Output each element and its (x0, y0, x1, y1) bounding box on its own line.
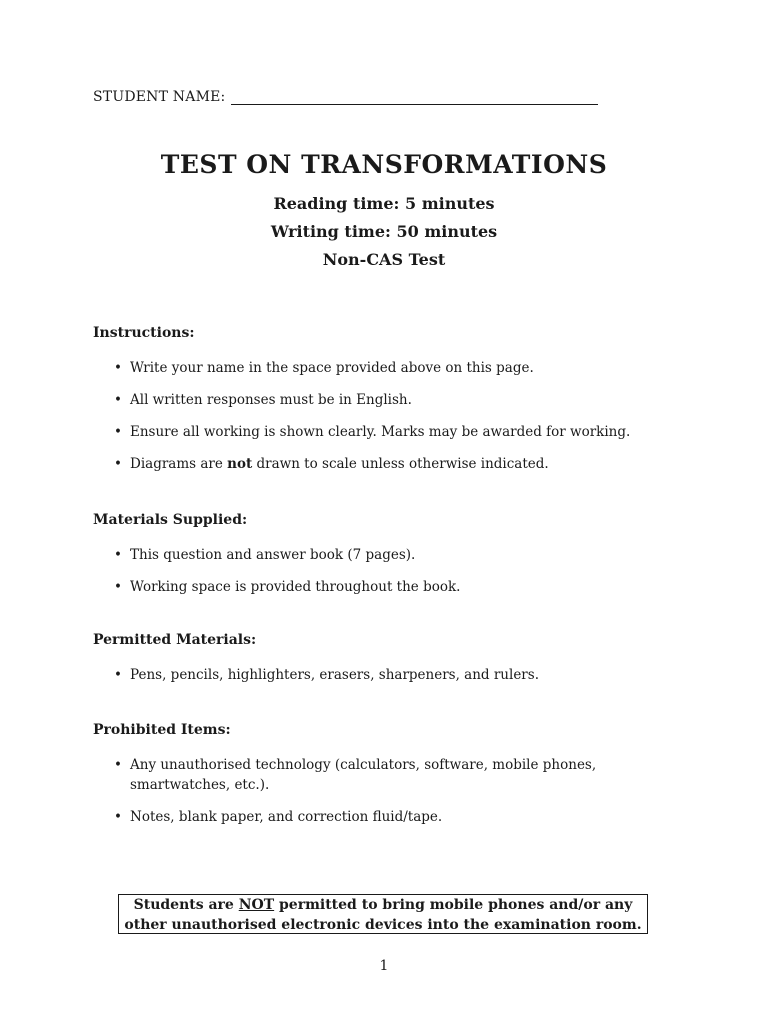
instructions-heading: Instructions: (93, 325, 195, 341)
instructions-section (93, 325, 693, 474)
bullet-icon: • (114, 579, 122, 595)
materials-supplied-section (93, 512, 693, 597)
list-item: • Ensure all working is shown clearly. Marks may be awarded for working. (114, 424, 631, 440)
list-item: • Diagrams are not drawn to scale unless otherwise indicated. (114, 456, 549, 472)
test-type: Non-CAS Test (322, 250, 446, 269)
prohibited-items-section (93, 722, 693, 827)
student-name-blank-line[interactable] (231, 88, 598, 105)
list-item: • Notes, blank paper, and correction fluid/tape. (114, 809, 443, 825)
test-title: TEST ON TRANSFORMATIONS (160, 150, 608, 179)
bullet-icon: • (114, 456, 122, 472)
warning-line-1: Students are NOT permitted to bring mobile phones and/or any (133, 897, 633, 913)
bullet-icon: • (114, 360, 122, 376)
bullet-icon: • (114, 809, 122, 825)
bullet-icon: • (114, 547, 122, 563)
student-name-label: STUDENT NAME: (93, 89, 226, 105)
bullet-icon: • (114, 667, 122, 683)
bullet-icon: • (114, 392, 122, 408)
bullet-icon: • (114, 757, 122, 773)
reading-time: Reading time: 5 minutes (273, 194, 495, 213)
warning-line-2: other unauthorised electronic devices into the examination room. (124, 917, 642, 933)
phone-warning-box (118, 894, 648, 934)
materials-supplied-list (93, 545, 693, 597)
prohibited-items-heading: Prohibited Items: (93, 722, 231, 738)
permitted-materials-section (93, 632, 693, 685)
emphasis-not-underlined: NOT (238, 897, 275, 913)
writing-time: Writing time: 50 minutes (270, 222, 498, 241)
list-item: • Write your name in the space provided above on this page. (114, 360, 534, 376)
emphasis-not: not (227, 456, 253, 472)
list-item: • Working space is provided throughout the book. (114, 579, 461, 595)
page-number: 1 (379, 958, 389, 974)
student-name-row (93, 88, 598, 105)
prohibited-items-list (93, 755, 693, 827)
list-item: • This question and answer book (7 pages). (114, 547, 416, 563)
list-item: • Any unauthorised technology (calculators, software, mobile phones, smartwatches, etc.). (114, 757, 597, 793)
list-item: • Pens, pencils, highlighters, erasers, sharpeners, and rulers. (114, 667, 539, 683)
instructions-list (93, 358, 693, 474)
list-item: • All written responses must be in English. (114, 392, 412, 408)
materials-supplied-heading: Materials Supplied: (93, 512, 248, 528)
bullet-icon: • (114, 424, 122, 440)
permitted-materials-heading: Permitted Materials: (93, 632, 257, 648)
permitted-materials-list (93, 665, 693, 685)
